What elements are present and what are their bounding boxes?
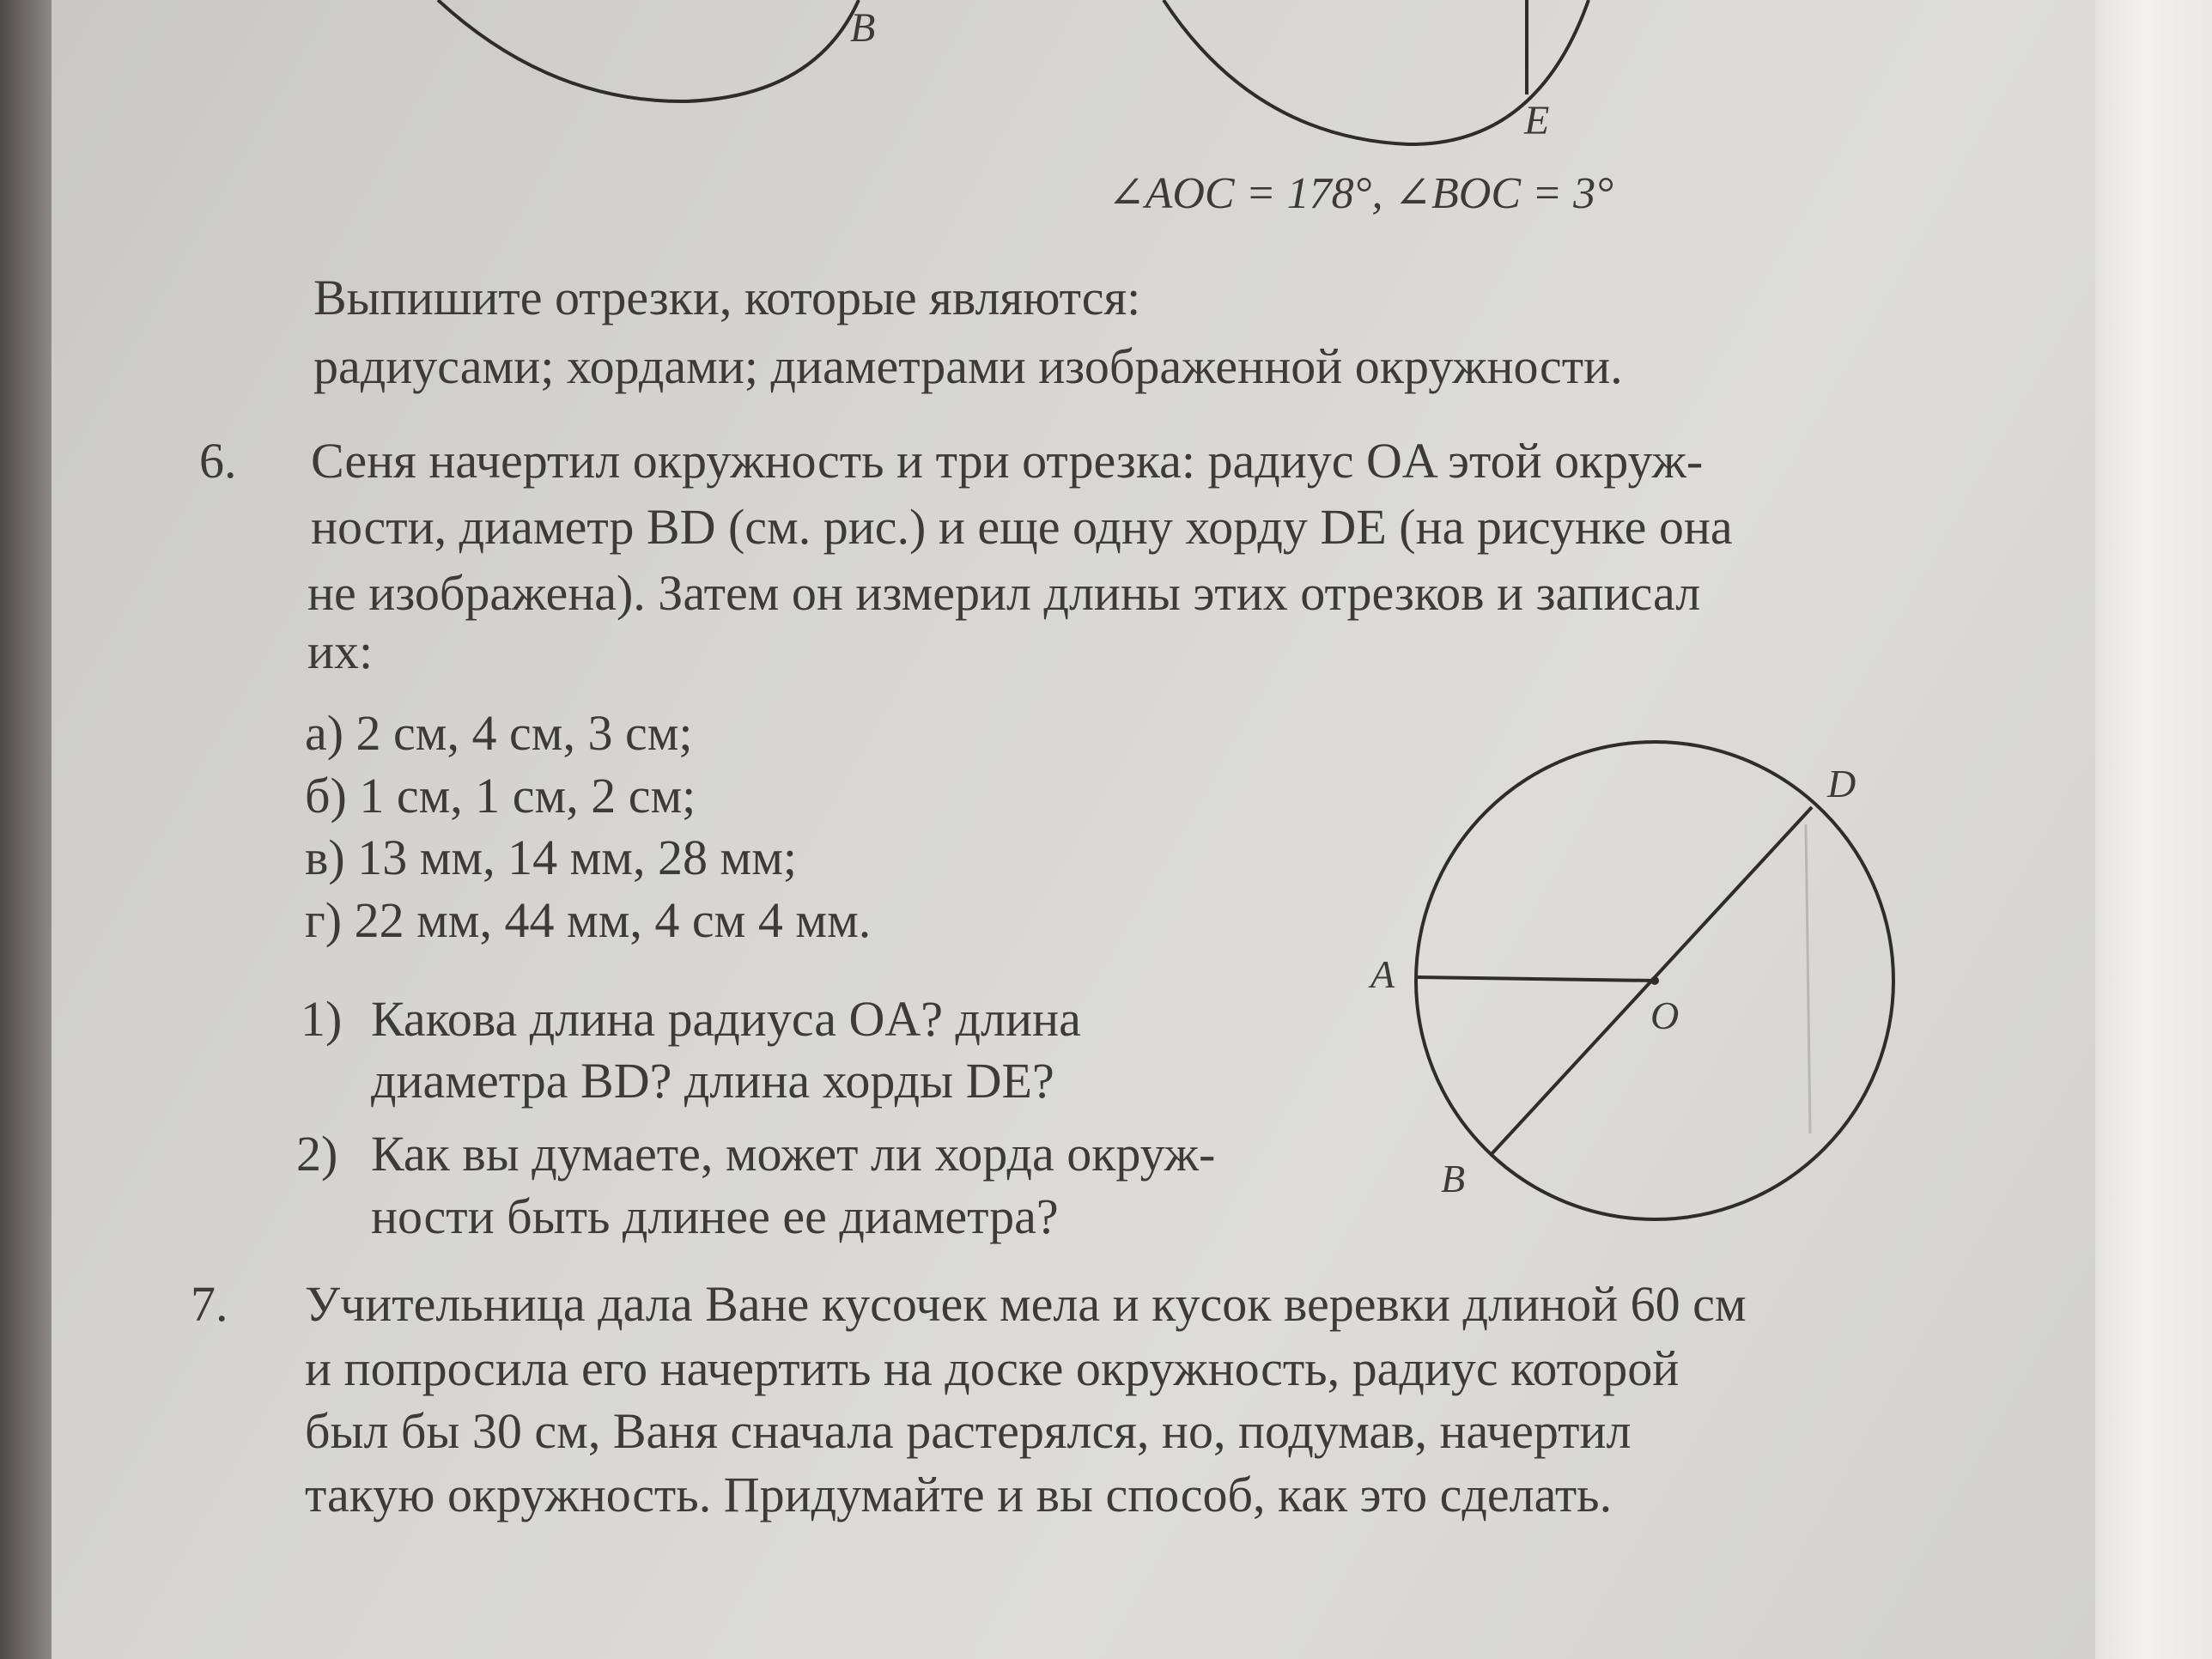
label-e-top: E — [1524, 98, 1550, 143]
question-2-line-2: ности быть длинее ее диаметра? — [371, 1188, 1059, 1244]
pencil-mark — [1806, 824, 1810, 1133]
task6-line-4: их: — [307, 623, 374, 679]
task7-line-3: был бы 30 см, Ваня сначала растерялся, но, подумав, начертил — [305, 1403, 1632, 1459]
question-2-line-1: Как вы думаете, может ли хорда окруж- — [371, 1126, 1216, 1182]
task5-line-2: радиусами; хордами; диаметрами изображенной окружности. — [313, 338, 1623, 394]
task6-option-v: в) 13 мм, 14 мм, 28 мм; — [305, 830, 798, 885]
task6-option-g: г) 22 мм, 44 мм, 4 см 4 мм. — [305, 892, 872, 948]
circle-figure — [1340, 721, 1941, 1254]
angle-caption: ∠AOC = 178°, ∠BOC = 3° — [1108, 169, 1613, 218]
label-d: D — [1827, 762, 1856, 805]
task5-line-1: Выпишите отрезки, которые являются: — [313, 270, 1141, 325]
task6-line-1: Сеня начертил окружность и три отрезка: радиус OA этой окруж- — [311, 433, 1704, 489]
radius-oa — [1416, 977, 1655, 981]
question-2-number: 2) — [296, 1126, 338, 1182]
task6-option-a: а) 2 см, 4 см, 3 см; — [305, 705, 693, 761]
task6-option-b: б) 1 см, 1 см, 2 см; — [305, 768, 696, 823]
question-1-line-1: Какова длина радиуса OA? длина — [371, 991, 1081, 1047]
question-1-line-2: диаметра BD? длина хорды DE? — [371, 1053, 1054, 1109]
top-left-circle-arc — [438, 0, 859, 101]
next-page-edge — [2095, 0, 2212, 1659]
page-gutter-shadow — [0, 0, 52, 1659]
task7-number: 7. — [191, 1276, 228, 1332]
task7-line-1: Учительница дала Ване кусочек мела и кусок веревки длиной 60 см — [305, 1276, 1747, 1332]
center-point — [1650, 976, 1659, 985]
task7-line-2: и попросила его начертить на доске окружность, радиус которой — [305, 1340, 1680, 1396]
label-a: A — [1370, 952, 1395, 996]
question-1-number: 1) — [301, 991, 343, 1047]
label-b: B — [1441, 1157, 1466, 1200]
label-b-top: B — [850, 5, 876, 51]
label-o: O — [1650, 994, 1680, 1037]
task6-line-2: ности, диаметр BD (см. рис.) и еще одну хорду DE (на рисунке она — [311, 499, 1733, 555]
task7-line-4: такую окружность. Придумайте и вы способ, как это сделать. — [305, 1467, 1613, 1522]
top-figures — [0, 0, 2212, 223]
task6-number: 6. — [199, 433, 237, 489]
task6-line-3: не изображена). Затем он измерил длины этих отрезков и записал — [307, 565, 1701, 621]
